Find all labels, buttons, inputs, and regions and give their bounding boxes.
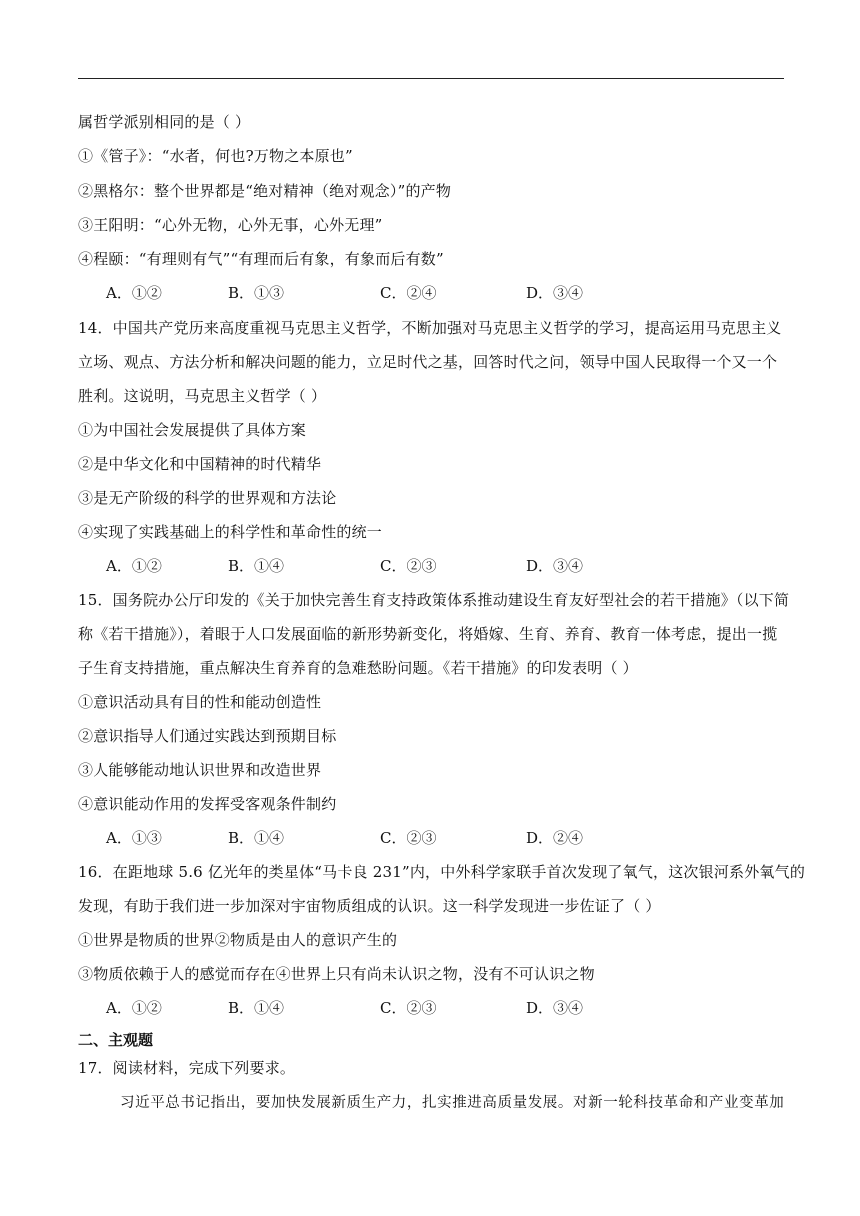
q13-item-2: ②黑格尔：整个世界都是“绝对精神（绝对观念）”的产物 — [78, 182, 452, 200]
q16-option-b[interactable]: B．①④ — [228, 999, 285, 1017]
q16-stem-line-1: 16．在距地球 5.6 亿光年的类星体“马卡良 231”内，中外科学家联手首次发现了氧气，这次银河系外氧气的 — [78, 863, 806, 881]
q13-option-d[interactable]: D．③④ — [526, 284, 584, 302]
q16-option-a[interactable]: A．①② — [106, 999, 162, 1017]
q14-stem-line-2: 立场、观点、方法分析和解决问题的能力，立足时代之基，回答时代之问，领导中国人民取得一个又一个 — [78, 353, 778, 371]
q14-stem-line-1: 14．中国共产党历来高度重视马克思主义哲学，不断加强对马克思主义哲学的学习，提高运用马克思主义 — [78, 319, 782, 337]
q15-item-2: ②意识指导人们通过实践达到预期目标 — [78, 727, 337, 745]
q15-stem-line-1: 15．国务院办公厅印发的《关于加快完善生育支持政策体系推动建设生育友好型社会的若干措施》（以下简 — [78, 591, 790, 609]
q16-option-c[interactable]: C．②③ — [380, 999, 437, 1017]
q15-stem-line-3: 子生育支持措施，重点解决生育养育的急难愁盼问题。《若干措施》的印发表明（ ） — [78, 659, 638, 677]
q13-item-4: ④程颐：“有理则有气”“有理而后有象，有象而后有数” — [78, 250, 444, 268]
q14-option-d[interactable]: D．③④ — [526, 557, 584, 575]
q13-option-a[interactable]: A．①② — [106, 284, 162, 302]
q14-option-c[interactable]: C．②③ — [380, 557, 437, 575]
q15-option-a[interactable]: A．①③ — [106, 829, 162, 847]
q14-item-2: ②是中华文化和中国精神的时代精华 — [78, 455, 322, 473]
q14-item-4: ④实现了实践基础上的科学性和革命性的统一 — [78, 523, 383, 541]
q16-stem-line-2: 发现，有助于我们进一步加深对宇宙物质组成的认识。这一科学发现进一步佐证了（ ） — [78, 897, 661, 915]
q13-stem-line: 属哲学派别相同的是（ ） — [78, 113, 251, 131]
header-rule — [78, 78, 784, 79]
q16-option-d[interactable]: D．③④ — [526, 999, 584, 1017]
q16-item-1: ①世界是物质的世界②物质是由人的意识产生的 — [78, 931, 398, 949]
q14-option-a[interactable]: A．①② — [106, 557, 162, 575]
q15-option-c[interactable]: C．②③ — [380, 829, 437, 847]
q13-option-b[interactable]: B．①③ — [228, 284, 285, 302]
q15-stem-line-2: 称《若干措施》），着眼于人口发展面临的新形势新变化，将婚嫁、生育、养育、教育一体考虑，提出一揽 — [78, 625, 778, 643]
q16-item-2: ③物质依赖于人的感觉而存在④世界上只有尚未认识之物，没有不可认识之物 — [78, 965, 595, 983]
q14-item-3: ③是无产阶级的科学的世界观和方法论 — [78, 489, 337, 507]
q15-item-3: ③人能够能动地认识世界和改造世界 — [78, 761, 322, 779]
q15-option-d[interactable]: D．②④ — [526, 829, 584, 847]
q17-stem: 17．阅读材料，完成下列要求。 — [78, 1059, 296, 1077]
q17-material-line: 习近平总书记指出，要加快发展新质生产力，扎实推进高质量发展。对新一轮科技革命和产业变革加 — [120, 1095, 785, 1111]
q13-item-1: ①《管子》：“水者，何也?万物之本原也” — [78, 147, 353, 165]
q13-item-3: ③王阳明：“心外无物，心外无事，心外无理” — [78, 216, 383, 234]
q13-option-c[interactable]: C．②④ — [380, 284, 437, 302]
q14-option-b[interactable]: B．①④ — [228, 557, 285, 575]
q15-option-b[interactable]: B．①④ — [228, 829, 285, 847]
q14-stem-line-3: 胜利。这说明，马克思主义哲学（ ） — [78, 387, 327, 405]
q15-item-4: ④意识能动作用的发挥受客观条件制约 — [78, 795, 337, 813]
q14-item-1: ①为中国社会发展提供了具体方案 — [78, 421, 307, 439]
section-title: 二、主观题 — [78, 1031, 154, 1049]
q15-item-1: ①意识活动具有目的性和能动创造性 — [78, 693, 322, 711]
